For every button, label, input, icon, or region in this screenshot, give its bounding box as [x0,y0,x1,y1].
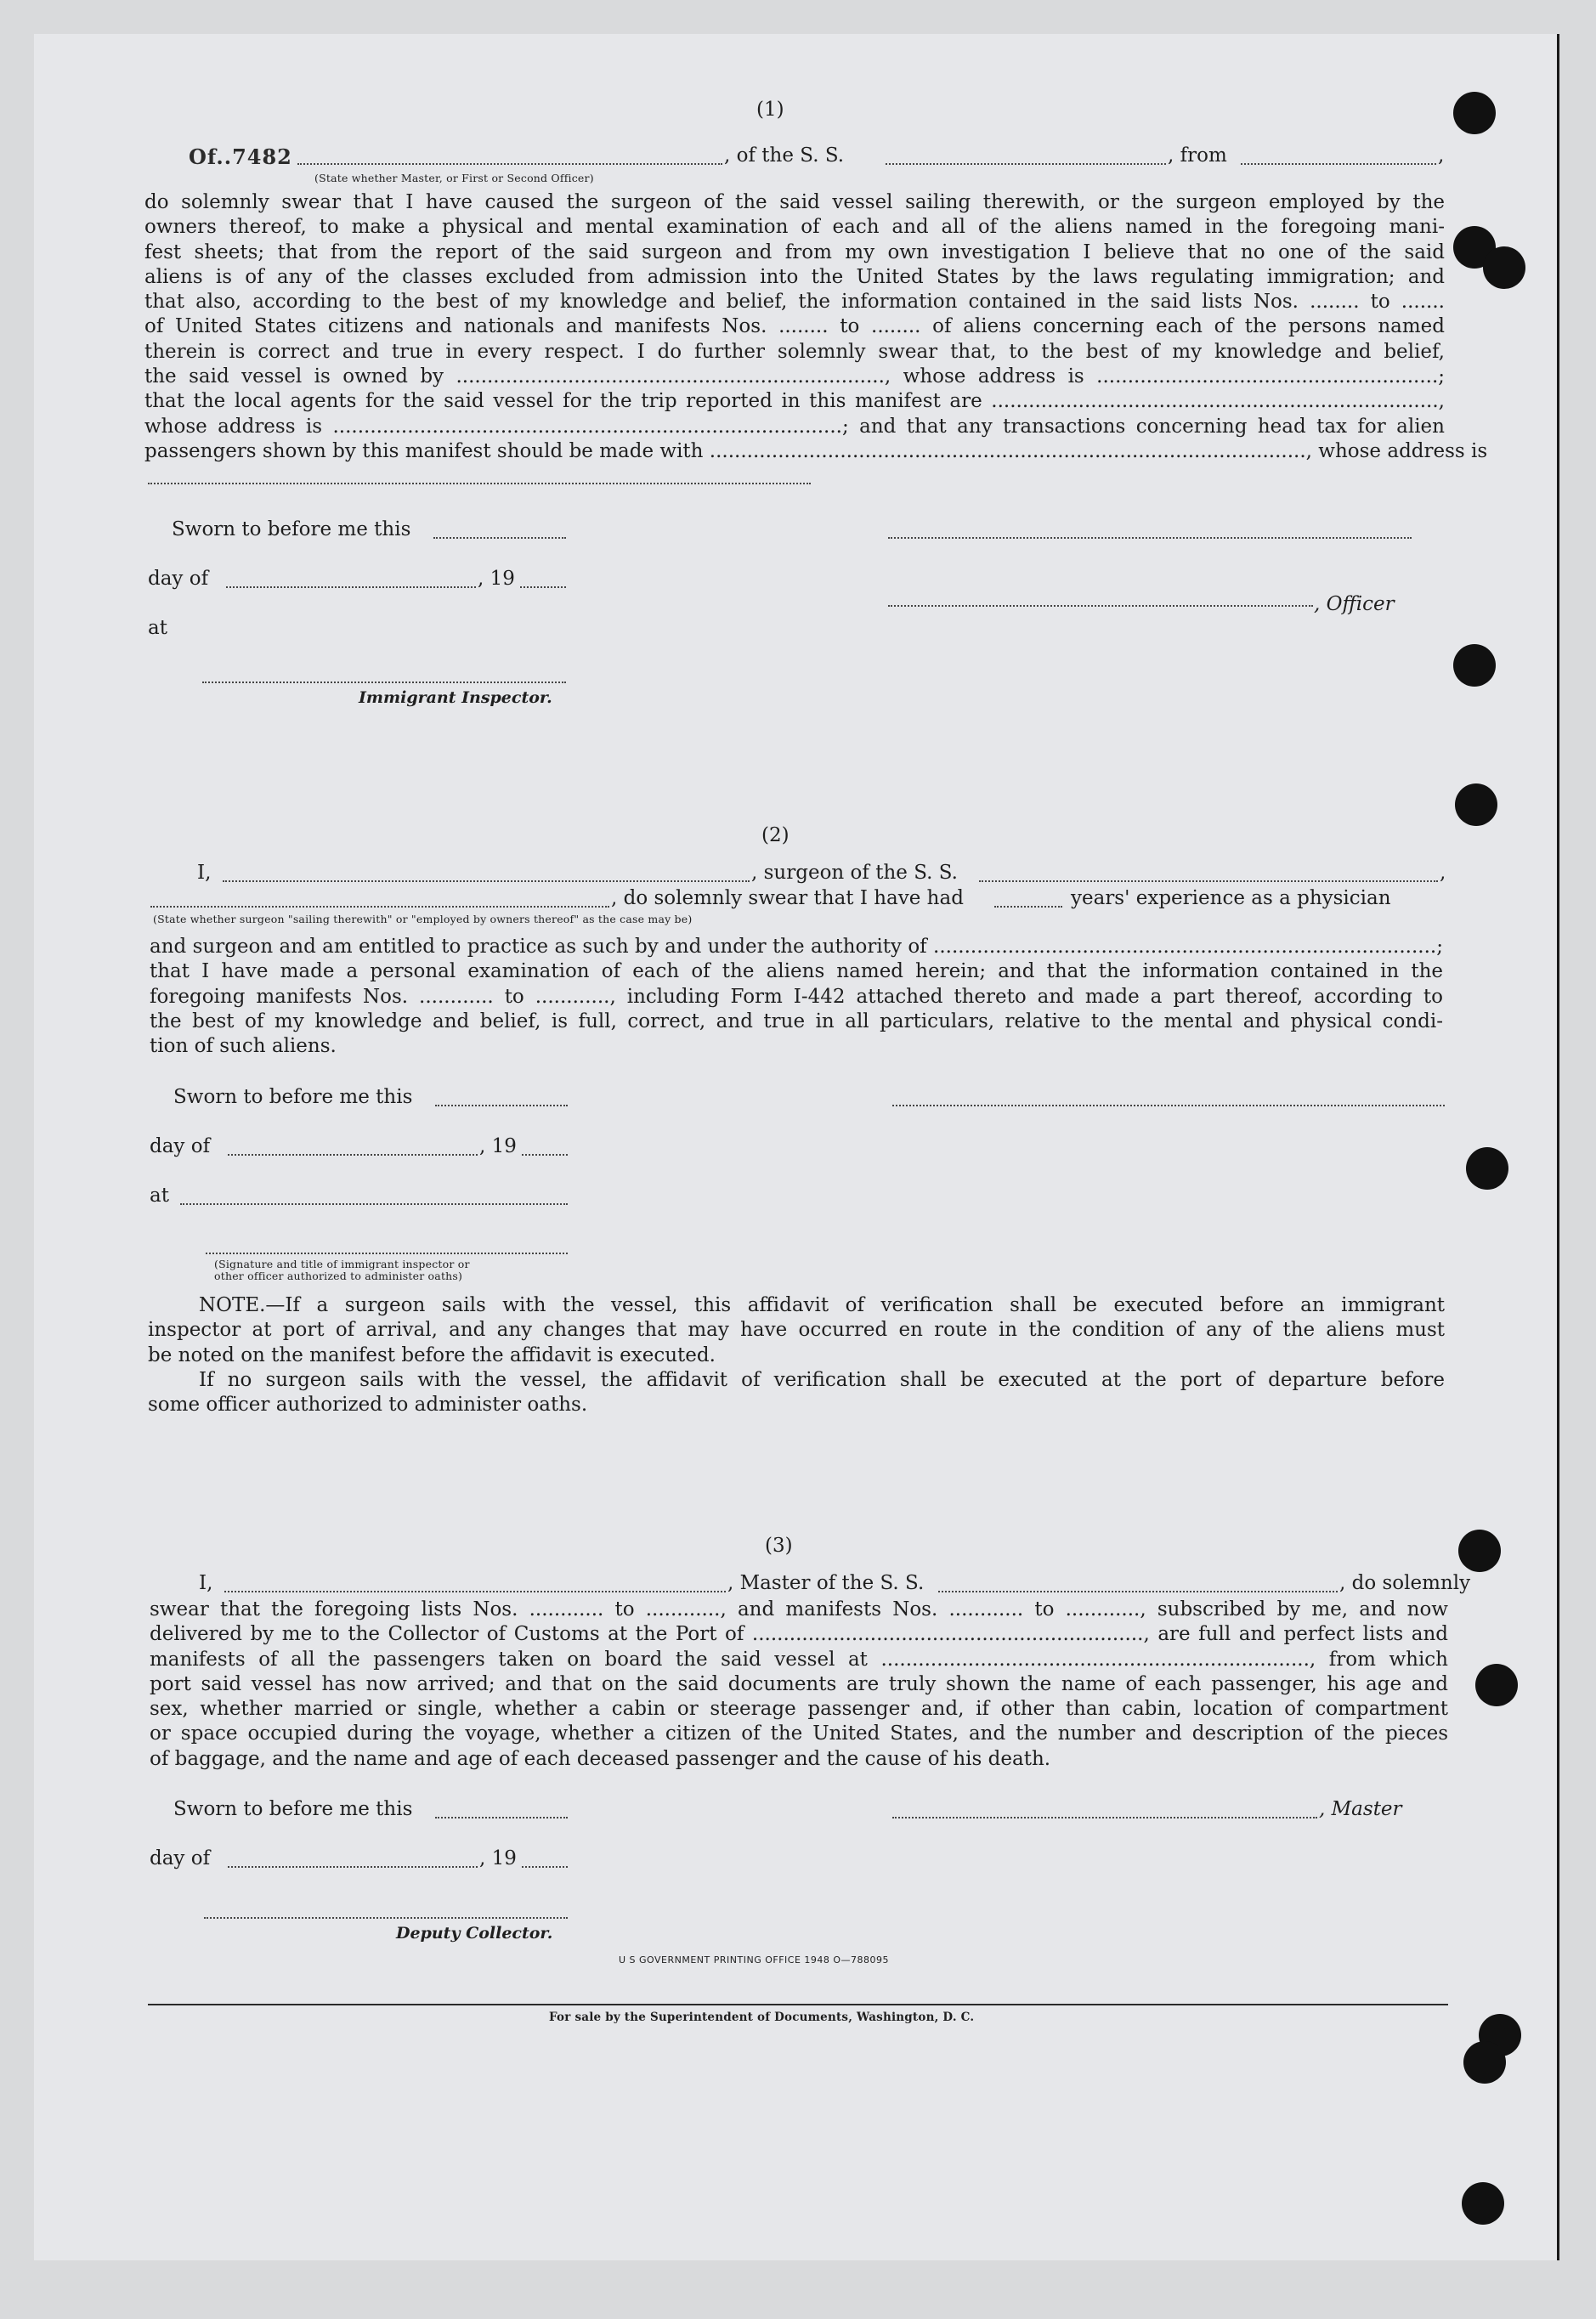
years-experience-label: years' experience as a physician [1071,887,1391,909]
note-line: If no surgeon sails with the vessel, the affidavit of verification shall be executed at the port of departure before [199,1368,1445,1391]
i-label-3: I, [199,1572,213,1594]
oath-line: aliens is of any of the classes excluded from admission into the United States by the laws regulating immigration; and [144,265,1445,288]
section-2-oath [150,935,1443,1059]
oath-line: passengers shown by this manifest should be made with ................................................................................................, whose address is [144,439,1488,462]
sale-notice: For sale by the Superintendent of Documents, Washington, D. C. [549,2011,975,2024]
year-label-3: , 19 [479,1847,517,1869]
punch-hole [1462,2182,1504,2225]
at-label-2: at [150,1185,169,1207]
deputy-collector-label: Deputy Collector. [396,1924,553,1943]
punch-hole [1463,2041,1506,2084]
oath-line: that the local agents for the said vessel for the trip reported in this manifest are ........................................................................, [144,390,1445,413]
section-3-oath [150,1598,1448,1772]
oath-line: of baggage, and the name and age of each deceased passenger and the cause of his death. [150,1747,1051,1770]
officer-stamp: Of..7482 [189,144,292,169]
oath-line: sex, whether married or single, whether a cabin or steerage passenger and, if other than cabin, location of compartment [150,1698,1448,1721]
do-solemnly-label: , do solemnly [1339,1572,1471,1594]
sworn-label-1: Sworn to before me this [172,518,411,540]
gpo-imprint: U S GOVERNMENT PRINTING OFFICE 1948 O—788095 [619,1954,890,1965]
oath-line: do solemnly swear that I have caused the surgeon of the said vessel sailing therewith, or the surgeon employed by the [144,191,1445,213]
surgeon-note [148,1293,1445,1417]
day-of-label-2: day of [150,1135,211,1157]
immigrant-inspector-label: Immigrant Inspector. [359,688,552,707]
section-1-number: (1) [756,99,784,121]
oath-line: owners thereof, to make a physical and mental examination of each and all of the aliens named in the foregoing mani- [144,216,1445,239]
oath-line: that I have made a personal examination of each of the aliens named herein; and that the information contained in the [150,960,1443,983]
oath-line: fest sheets; that from the report of the said surgeon and from my own investigation I believe that no one of the said [144,240,1445,263]
oath-line: port said vessel has now arrived; and that on the said documents are truly shown the name of each passenger, his age and [150,1672,1448,1695]
day-of-label-3: day of [150,1847,211,1869]
oath-line: whose address is ..................................................................................; and that any transactions concerning head tax for alien [144,415,1445,438]
signature-note-2: other officer authorized to administer oaths) [214,1270,463,1282]
surgeon-type-note: (State whether surgeon "sailing therewith" or "employed by owners thereof" as the case may be) [153,913,693,925]
note-line: inspector at port of arrival, and any changes that may have occurred en route in the condition of any of the aliens must [148,1319,1445,1342]
year-label-1: , 19 [478,568,515,590]
at-label-1: at [148,617,167,639]
form-page: (1) Of..7482 , of the S. S. , from , (State whether Master, or First or Second Officer) do solemnly swear that I have caused the surgeon of the said vessel sailing therewith, or the surgeon employed by the owners thereof, to make a physical and mental examination of each and all of the aliens named in the foregoing mani- fest sheets; that from the report of the said surgeon and from my own investigation I believe that no one of the said aliens is of any of the classes excluded from admission into the United States by the laws regulating immigration; and that also, according to the best of my knowledge and belief, the information contained in the said lists Nos. ........ to ....... of United States citizens and nationals and manifests Nos. ........ to ........ of aliens concerning each of the persons named therein is correct and true in every respect. I do further solemnly swear that, to the best of my knowledge and belief, the said vessel is owned by ....................................................................., whose address is .......................................................; that the local agents for the said vessel for the trip reported in this manifest are ........................................................................, whose address is ..................................................................................; and that any transactions concerning head tax for alien passengers shown by this manifest should be made with ................................................................................................, whose address is Sworn to before me this day of , 19 , Officer at Immigrant Inspector. (2) I, , surgeon of the S. S. , , do solemnly swear that I have had years' experience as a physician (State whether surgeon "sailing therewith" or "employed by owners thereof" as the case may be) and surgeon and am entitled to practice as such by and under the authority of .................................................................................; that I have made a personal examination of each of the aliens named herein; and that the information contained in the foregoing manifests Nos. ............ to ............, including Form I-442 attached thereto and made a part thereof, according to the best of my knowledge and belief, is full, correct, and true in all particulars, relative to the mental and physical condi- tion of such aliens. Sworn to before me this day of , 19 at (Signature and title of immigrant inspector or other officer authorized to administer oaths) NOTE.—If a surgeon sails with the vessel, this affidavit of verification shall be executed before an immigrant inspector at port of arrival, and any changes that may have occurred en route in the condition of any of the aliens must be noted on the manifest before the affidavit is executed. If no surgeon sails with the vessel, the affidavit of verification shall be executed at the port of departure before some officer authorized to administer oaths. (3) I, , Master of the S. S. , do solemnly swear that the foregoing lists Nos. ............ to ............, and manifests Nos. ............ to ............, subscribed by me, and now delivered by me to the Collector of Customs at the Port of ..............................................................., are full and perfect lists and manifests of all the passengers taken on board the said vessel at ....................................................................., from which port said vessel has now arrived; and that on the said documents are truly shown the name of each passenger, his age and sex, whether married or single, whether a cabin or steerage passenger and, if other than cabin, location of compartment or space occupied during the voyage, whether a citizen of the United States, and the number and description of the pieces of baggage, and the name and age of each deceased passenger and the cause of his death. Sworn to before me this , Master day of , 19 Deputy Collector. U S GOVERNMENT PRINTING OFFICE 1948 O—788095 For sale by the Superintendent of Documents, Washington, D. C. [34,34,1559,2260]
oath-line: foregoing manifests Nos. ............ to ............, including Form I-442 attached thereto and made a part thereof, according to [150,985,1443,1008]
surgeon-of-ss-label: , surgeon of the S. S. [751,862,958,884]
oath-line: therein is correct and true in every respect. I do further solemnly swear that, to the best of my knowledge and belief, [144,340,1445,363]
officer-label: , Officer [1314,593,1395,615]
signature-note-1: (Signature and title of immigrant inspector or [214,1258,470,1270]
section-1-oath [144,190,1488,464]
solemnly-swear-label: , do solemnly swear that I have had [611,887,964,909]
oath-line: delivered by me to the Collector of Customs at the Port of ..............................................................., are full and perfect lists and [150,1623,1448,1646]
punch-hole [1453,644,1496,687]
year-label-2: , 19 [479,1135,517,1157]
punch-hole [1466,1147,1508,1190]
oath-line: and surgeon and am entitled to practice as such by and under the authority of .................................................................................; [150,936,1443,958]
i-label-2: I, [197,862,212,884]
oath-line: swear that the foregoing lists Nos. ............ to ............, and manifests Nos. ............ to ............, subscribed by me, and now [150,1598,1448,1620]
oath-line: manifests of all the passengers taken on board the said vessel at ....................................................................., from which [150,1648,1448,1671]
footer-rule [148,2004,1448,2005]
of-the-ss-label: , of the S. S. [724,144,845,167]
section-3-number: (3) [765,1535,793,1557]
oath-line: the said vessel is owned by ....................................................................., whose address is .......................................................; [144,365,1445,388]
officer-rank-note: (State whether Master, or First or Second Officer) [314,172,594,184]
from-label: , from [1168,144,1227,167]
punch-hole [1475,1664,1518,1706]
sworn-label-2: Sworn to before me this [173,1086,413,1108]
section-2-number: (2) [761,824,790,846]
punch-hole [1458,1530,1501,1572]
punch-hole [1455,783,1497,826]
sworn-label-3: Sworn to before me this [173,1798,413,1820]
note-line: some officer authorized to administer oaths. [148,1394,588,1417]
punch-hole [1453,92,1496,134]
oath-line: tion of such aliens. [150,1035,337,1058]
master-label: , Master [1319,1798,1402,1820]
master-of-ss-label: , Master of the S. S. [727,1572,925,1594]
note-line: NOTE.—If a surgeon sails with the vessel, this affidavit of verification shall be executed before an immigrant [199,1294,1445,1316]
oath-line: the best of my knowledge and belief, is full, correct, and true in all particulars, relative to the mental and physical condi- [150,1010,1443,1032]
oath-line: of United States citizens and nationals and manifests Nos. ........ to ........ of aliens concerning each of the persons named [144,315,1445,338]
note-line: be noted on the manifest before the affidavit is executed. [148,1343,716,1366]
oath-line: or space occupied during the voyage, whether a citizen of the United States, and the number and description of the pieces [150,1722,1448,1745]
day-of-label-1: day of [148,568,209,590]
oath-line: that also, according to the best of my knowledge and belief, the information contained in the said lists Nos. ........ to ....... [144,291,1445,314]
punch-hole [1483,246,1525,289]
